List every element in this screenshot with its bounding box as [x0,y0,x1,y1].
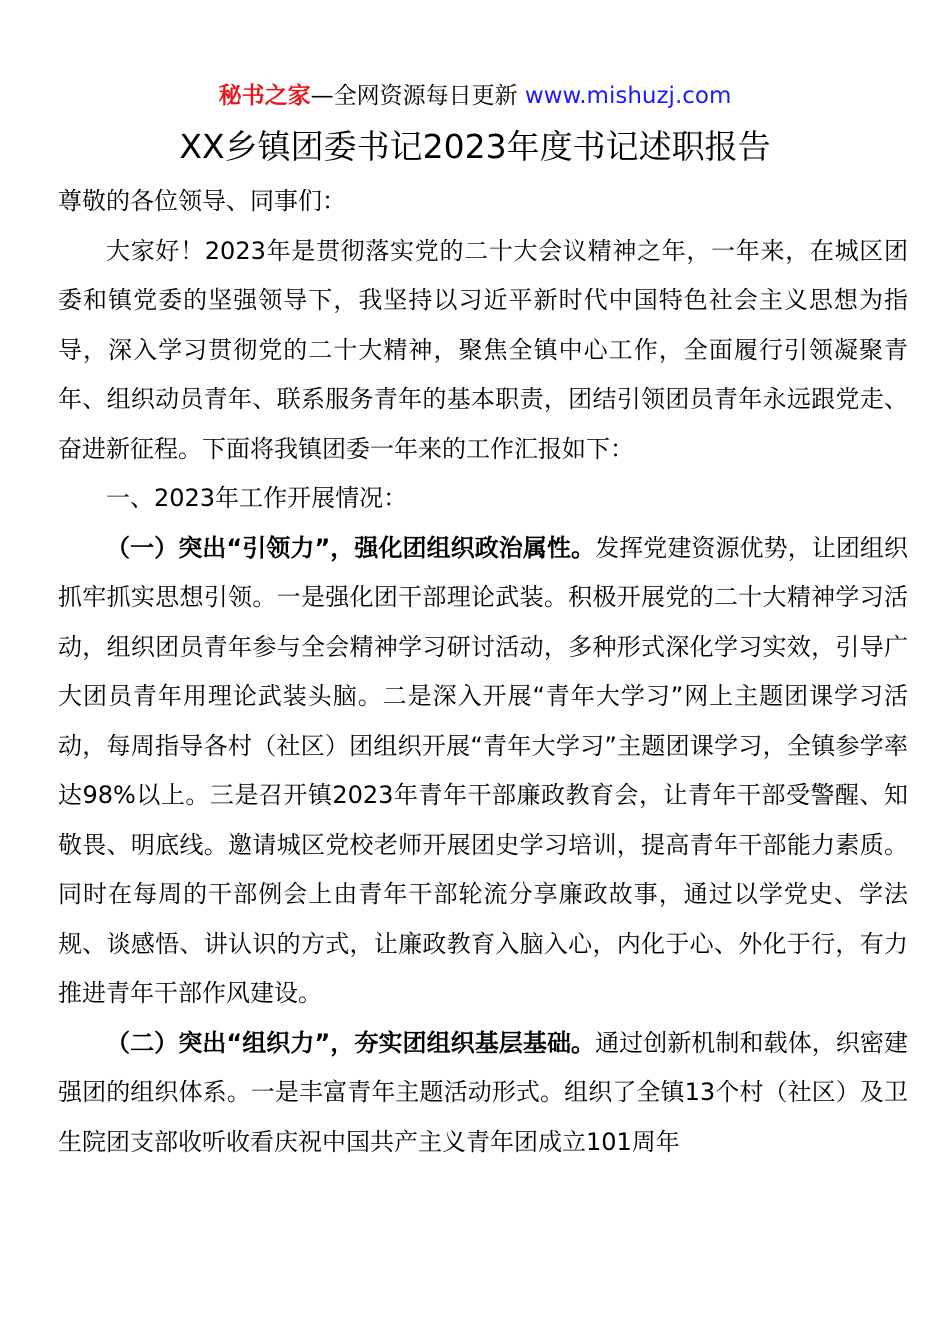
header-banner [0,80,950,112]
website-link[interactable]: www.mishuzj.com [524,83,732,109]
paragraph-organization [58,1019,908,1168]
greeting: 尊敬的各位领导、同事们： [58,187,346,215]
paragraph-leadership [58,524,908,1019]
paragraph-text: 发挥党建资源优势，让团组织抓牢抓实思想引领。一是强化团干部理论武装。积极开展党的二十大精神学习活动，组织团员青年参与全会精神学习研讨活动，多种形式深化学习实效，引导广大团员青年用理论武装头脑。二是深入开展“青年大学习”网上主题团课学习活动，每周指导各村（社区）团组织开展“青年大学习”主题团课学习，全镇参学率达98%以上。三是召开镇2023年青年干部廉政教育会，让青年干部受警醒、知敬畏、明底线。邀请城区党校老师开展团史学习培训，提高青年干部能力素质。同时在每周的干部例会上由青年干部轮流分享廉政故事，通过以学党史、学法规、谈感悟、讲认识的方式，让廉政教育入脑入心，内化于心、外化于行，有力推进青年干部作风建设。 [58,533,909,1007]
section-heading: 一、2023年工作开展情况： [106,484,408,512]
paragraph-heading: （一）突出“引领力”，强化团组织政治属性。 [106,533,596,562]
document-title: XX乡镇团委书记2023年度书记述职报告 [179,127,771,166]
intro-paragraph: 大家好！2023年是贯彻落实党的二十大会议精神之年，一年来，在城区团委和镇党委的坚强领导下，我坚持以习近平新时代中国特色社会主义思想为指导，深入学习贯彻党的二十大精神，聚焦全镇中心工作，全面履行引领凝聚青年、组织动员青年、联系服务青年的基本职责，团结引领团员青年永远跟党走、奋进新征程。下面将我镇团委一年来的工作汇报如下： [58,236,908,463]
banner-tagline: —全网资源每日更新 [310,83,518,109]
document-body [58,177,908,1167]
brand-name: 秘书之家 [218,83,311,109]
paragraph-heading: （二）突出“组织力”，夯实团组织基层基础。 [106,1028,596,1057]
paragraph-text: 通过创新机制和载体，织密建强团的组织体系。一是丰富青年主题活动形式。组织了全镇13个村（社区）及卫生院团支部收听收看庆祝中国共产主义青年团成立101周年 [58,1028,909,1156]
